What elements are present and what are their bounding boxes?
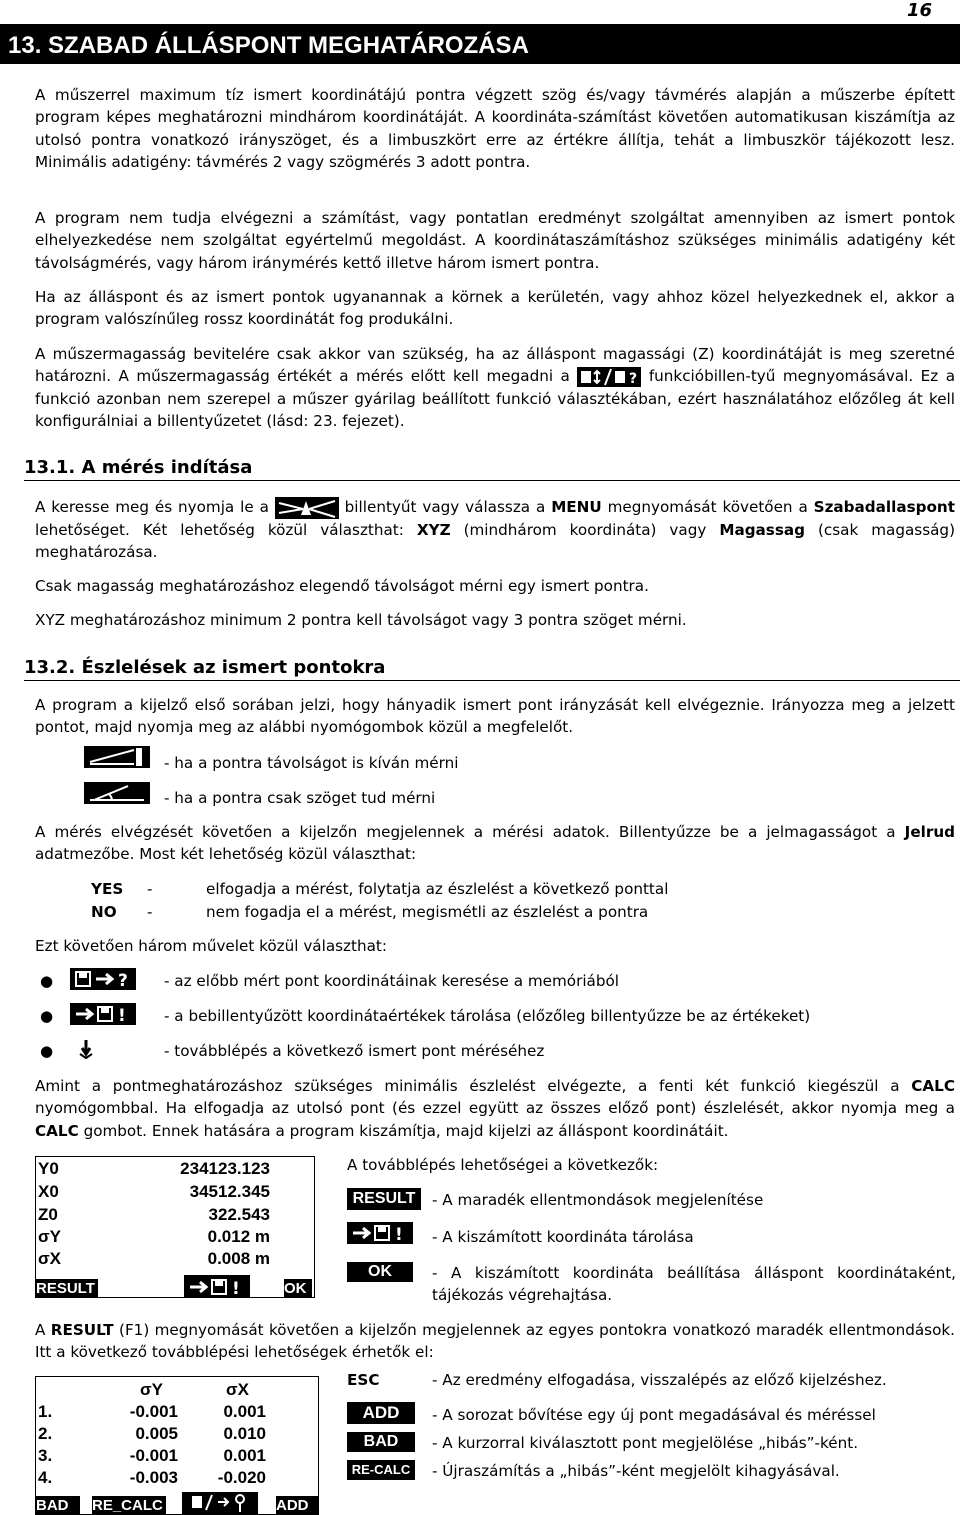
sec1-p1-text-2: billentyűt vagy válassza a (344, 498, 546, 516)
esc-description: - Az eredmény elfogadása, visszalépés az előző kijelzéshez. (432, 1371, 887, 1389)
angle-key-description: - ha a pontra csak szöget tud mérni (164, 789, 436, 807)
bullet-dot-icon: ● (40, 1007, 54, 1025)
lcd-row-label: Z0 (38, 1205, 58, 1224)
lcd-row-label: X0 (38, 1182, 59, 1201)
store-coordinates-key-icon (70, 1003, 136, 1025)
lcd-header-sigma-x: σX (226, 1380, 249, 1399)
yes-dash: - (147, 880, 153, 898)
sec2-p4-text: Amint a pontmeghatározáshoz szükséges minimális észlelést elvégezte, a fenti két funkció kiegészül a (35, 1077, 900, 1095)
lcd-row (38, 1159, 298, 1181)
xyz-keyword: XYZ (416, 520, 451, 539)
bullet-2-text: - a bebillentyűzött koordinátaértékek tárolása (előzőleg billentyűzze be az értékeket) (164, 1007, 811, 1025)
sec2-p2-text: A mérés elvégzését követően a kijelzőn megjelennek a mérési adatok. Billentyűzze be a jelmagasságot a (35, 823, 896, 841)
distance-measure-key-icon (84, 746, 150, 768)
ok-key-description: - A kiszámított koordináta beállítása álláspont koordinátaként, tájékozás végrehajtása. (432, 1264, 956, 1304)
bullet-3-text: - továbblépés a következő ismert pont méréséhez (164, 1042, 545, 1060)
svg-text:!: ! (232, 1279, 240, 1297)
sec2-p4-text-2: nyomógombbal. Ha elfogadja az utolsó pont (és ezzel együtt az összes előző pont) észlelését, akkor nyomja meg a (35, 1099, 955, 1118)
recall-memory-key-icon (70, 968, 136, 990)
bullet-dot-icon: ● (40, 1042, 54, 1060)
lcd-result-screen (35, 1156, 315, 1298)
szabadallaspont-keyword: Szabadallaspont (813, 498, 955, 516)
result-key-description: - A maradék ellentmondások megjelenítése (432, 1191, 764, 1209)
svg-text:?: ? (118, 971, 128, 990)
softkey-result[interactable]: RESULT (36, 1279, 98, 1297)
chapter-title: 13. SZABAD ÁLLÁSPONT MEGHATÁROZÁSA (8, 32, 529, 59)
recalc-description: - Újraszámítás a „hibás”-ként megjelölt kihagyásával. (432, 1462, 840, 1480)
calc-keyword: CALC (911, 1077, 956, 1095)
esc-key-label: ESC (347, 1371, 380, 1389)
lcd-row (38, 1182, 298, 1204)
result-para-text: A (35, 1321, 46, 1339)
lcd-row (38, 1205, 298, 1227)
bad-description: - A kurzorral kiválasztott pont megjelölése „hibás”-ként. (432, 1434, 859, 1452)
ok-key: OK (347, 1262, 413, 1282)
jelrud-keyword: Jelrud (904, 823, 956, 841)
lcd-row-sigma-x: 0.001 (223, 1446, 266, 1465)
softkey-recalc[interactable]: RE_CALC (92, 1496, 166, 1514)
intro-paragraph-2: A program nem tudja elvégezni a számítást, vagy pontatlan eredményt szolgáltat amennyiben az ismert pontok elhelyezkedése nem szolgáltat egyértelmű megoldást. A koordinátaszámításhoz szükséges minimális adatigény két távolságmérés, vagy három iránymérés kettő illetve három ismert pontra. (35, 209, 955, 272)
softkey-add[interactable]: ADD (276, 1496, 318, 1514)
lcd-row-value: 34512.345 (189, 1182, 270, 1201)
intro-p4-part2: funkcióbillen-tyű megnyomásával. Ez a funkció azonban nem szerepel a műszer gyárilag beállított funkció választékában, ezért használatához előzőleg át kell konfigurálniai a billentyűzetet (lásd: 23. fejezet). (35, 367, 956, 431)
yes-description: elfogadja a mérést, folytatja az észlelést a következő ponttal (206, 880, 669, 898)
sec2-paragraph-4 (35, 1075, 955, 1142)
lcd-row-number: 4. (38, 1468, 53, 1487)
lcd-residuals-screen (35, 1376, 319, 1515)
sec1-p1-text-5: (mindhárom koordináta) vagy (463, 520, 707, 539)
no-dash: - (147, 903, 153, 921)
lcd-row-value: 234123.123 (180, 1159, 270, 1178)
intro-paragraph-4 (35, 343, 955, 433)
bullet-dot-icon: ● (40, 972, 54, 990)
chapter-title-bar (0, 24, 960, 64)
svg-text:!: ! (395, 1225, 403, 1244)
distance-key-description: - ha a pontra távolságot is kíván mérni (164, 754, 459, 772)
no-option: NO (91, 903, 117, 921)
sec2-p4-text-3: gombot. Ennek hatására a program kiszámítja, majd kijelzi az álláspont koordinátáit. (83, 1121, 729, 1140)
sec1-p1-text-3: megnyomását követően a (607, 498, 808, 516)
lcd-row-label: σY (38, 1227, 61, 1246)
bad-key: BAD (347, 1432, 415, 1452)
bullet-1-text: - az előbb mért pont koordinátáinak keresése a memóriából (164, 972, 620, 990)
next-steps-title: A továbblépés lehetőségei a következők: (347, 1156, 659, 1174)
lcd-row-sigma-y: 0.005 (135, 1424, 178, 1443)
intro-paragraph-3: Ha az álláspont és az ismert pontok ugyanannak a körnek a kerületén, vagy ahhoz közel helyezkednek el, akkor a program valószínűleg rossz koordinátát fog produkálni. (35, 288, 955, 329)
store-key-icon (347, 1222, 413, 1244)
lcd-row-value: 0.008 m (207, 1249, 270, 1268)
lcd-row-value: 322.543 (208, 1205, 270, 1224)
lcd-row-value: 0.012 m (207, 1227, 270, 1246)
softkey-bad[interactable]: BAD (36, 1496, 80, 1514)
svg-text:!: ! (118, 1006, 126, 1025)
lcd-row-number: 1. (38, 1402, 53, 1421)
lcd-row-number: 3. (38, 1446, 53, 1465)
softkey-ok[interactable]: OK (284, 1279, 312, 1297)
sec2-paragraph-3: Ezt követően három művelet közül választhat: (35, 937, 387, 955)
result-paragraph (35, 1319, 955, 1364)
lcd-row-label: σX (38, 1249, 61, 1268)
result-key: RESULT (347, 1188, 421, 1210)
softkey-store-icon[interactable] (184, 1275, 250, 1297)
free-station-key-icon (275, 497, 339, 519)
sec2-paragraph-1: A program a kijelző első sorában jelzi, hogy hányadik ismert pont irányzását kell elvégeznie. Irányozza meg a jelzett pontot, majd nyomja meg az alábbi nyomógombok közül a megfelelőt. (35, 696, 955, 737)
lcd-row-sigma-y: -0.001 (129, 1446, 178, 1465)
angle-measure-key-icon (84, 782, 150, 804)
svg-text:?: ? (629, 370, 638, 387)
sec1-paragraph-1 (35, 496, 955, 563)
no-description: nem fogadja el a mérést, megismétli az észlelést a pontra (206, 903, 649, 921)
sec1-p1-text: A keresse meg és nyomja le a (35, 498, 269, 516)
sec1-paragraph-2: Csak magasság meghatározáshoz elegendő távolságot mérni egy ismert pontra. (35, 577, 649, 595)
add-key: ADD (347, 1402, 415, 1424)
lcd-row-sigma-x: 0.010 (223, 1424, 266, 1443)
lcd-row-sigma-y: -0.001 (129, 1402, 178, 1421)
store-key-description: - A kiszámított koordináta tárolása (432, 1228, 694, 1246)
lcd-row-sigma-x: -0.020 (217, 1468, 266, 1487)
recalc-key: RE-CALC (347, 1460, 415, 1480)
softkey-height-icon[interactable] (182, 1492, 258, 1514)
lcd-row-sigma-x: 0.001 (223, 1402, 266, 1421)
intro-p4-part1: A műszermagasság bevitelére csak akkor van szükség, ha az álláspont magassági (Z) koordinátáját is meg szeretné határozni. A műszermagasság értékét a mérés előtt kell megadni a (35, 345, 955, 386)
next-point-arrow-icon (78, 1038, 98, 1060)
sec2-paragraph-2 (35, 821, 955, 866)
yes-option: YES (91, 880, 124, 898)
lcd-row-label: Y0 (38, 1159, 59, 1178)
result-keyword: RESULT (50, 1321, 114, 1339)
lcd-header-sigma-y: σY (140, 1380, 163, 1399)
result-para-text-2: (F1) megnyomását követően a kijelzőn megjelennek az egyes pontokra vonatkozó maradék ellentmondások. Itt a következő továbblépési lehetőségek érhetők el: (35, 1321, 955, 1362)
lcd-row-sigma-y: -0.003 (129, 1468, 178, 1487)
sec2-p2-text-2: adatmezőbe. Most két lehetőség közül választhat: (35, 845, 417, 864)
calc-keyword-2: CALC (35, 1121, 79, 1140)
intro-paragraph-1: A műszerrel maximum tíz ismert koordinátájú pontra végzett szög és/vagy távmérés alapján a műszerbe épített program képes meghatározni mindhárom koordinátáját. A koordináta-számítást követően automatikusan kiszámítja az utolsó pontra vonatkozó irányszöget, és a limbuszkört erre az értékre állítja, tehát a limbuszkör tájékozott lesz. Minimális adatigény: távmérés 2 vagy szögmérés 3 adott pontra. (35, 86, 955, 172)
lcd-row-number: 2. (38, 1424, 53, 1443)
section-title-13-1: 13.1. A mérés indítása (24, 456, 960, 481)
menu-keyword: MENU (551, 498, 602, 516)
section-title-13-2: 13.2. Észlelések az ismert pontokra (24, 656, 960, 681)
magassag-keyword: Magassag (719, 520, 806, 539)
instrument-height-key-icon (577, 367, 641, 387)
sec1-p1-text-4: lehetőséget. Két lehetőség közül választhat: (35, 520, 404, 539)
sec1-paragraph-3: XYZ meghatározáshoz minimum 2 pontra kell távolságot vagy 3 pontra szöget mérni. (35, 611, 687, 629)
sec1-p1-text-6: (csak magasság) meghatározása. (35, 520, 955, 561)
lcd-row (38, 1249, 298, 1271)
page-number: 16 (906, 0, 932, 21)
lcd-row (38, 1227, 298, 1249)
add-description: - A sorozat bővítése egy új pont megadásával és méréssel (432, 1406, 876, 1424)
